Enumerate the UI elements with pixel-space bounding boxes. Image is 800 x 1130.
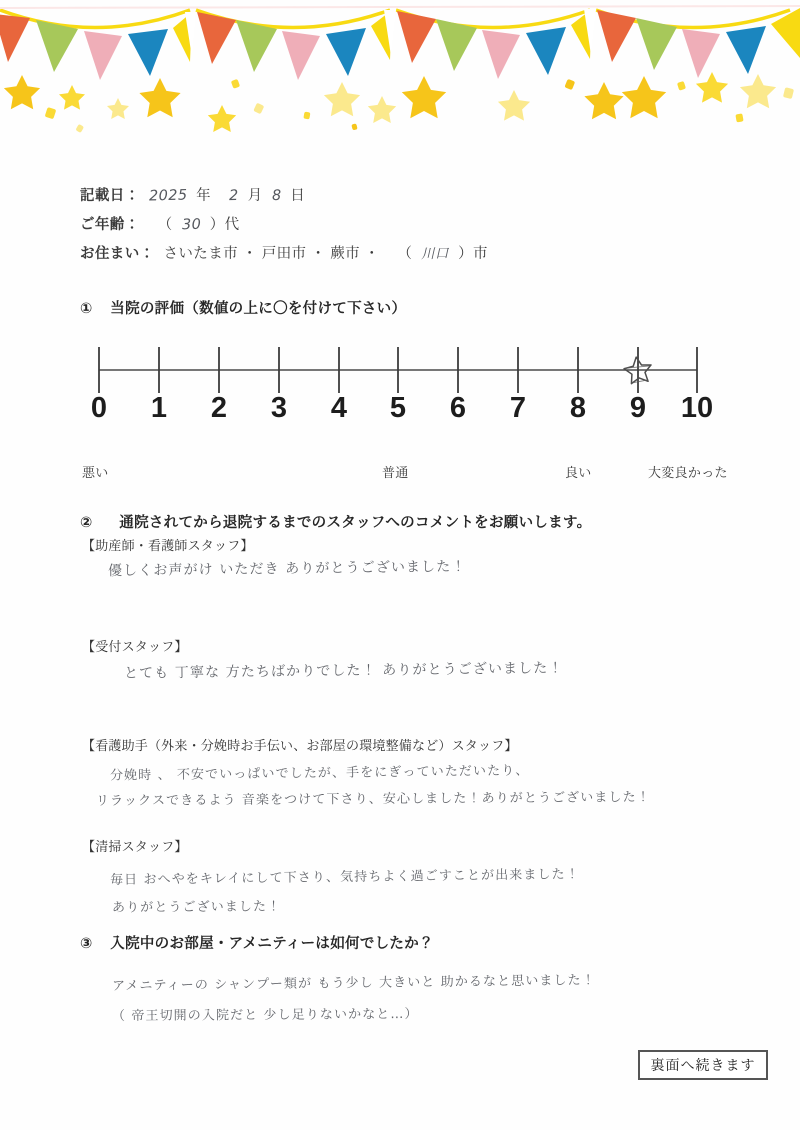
question-1-number: ① — [80, 301, 93, 317]
date-line — [80, 184, 720, 205]
date-label: 記載日： — [80, 188, 140, 204]
question-1-title: 当院の評価（数値の上に〇を付けて下さい） — [110, 301, 407, 317]
scale-number-9[interactable]: 9 — [629, 392, 647, 424]
answer-reception-line-1[interactable]: とても 丁寧な 方たちばかりでした！ ありがとうございました！ — [123, 660, 564, 682]
answer-midwife-line-1[interactable]: 優しくお声がけ いただき ありがとうございました！ — [107, 558, 467, 580]
staff-group-heading-midwife: 【助産師・看護師スタッフ】 — [82, 538, 254, 553]
address-line — [80, 242, 720, 263]
date-year-value[interactable]: 2025 — [148, 187, 188, 205]
answer-cleaning-line-1[interactable]: 毎日 おへやをキレイにして下さり、気持ちよく過ごすことが出来ました！ — [109, 867, 580, 888]
address-open-paren: （ — [397, 246, 413, 262]
staff-group-heading-reception: 【受付スタッフ】 — [82, 639, 188, 654]
scale-number-5[interactable]: 5 — [389, 392, 407, 424]
question-3-title: 入院中のお部屋・アメニティーは如何でしたか？ — [110, 936, 434, 952]
scale-number-10[interactable]: 10 — [680, 392, 714, 424]
date-month-value[interactable]: 2 — [228, 187, 239, 205]
banner-graphic — [0, 0, 800, 150]
answer-amenities-line-2[interactable]: （ 帝王切開の入院だと 少し足りないかなと…） — [111, 1006, 419, 1025]
scale-anchor-very-good: 大変良かった — [648, 465, 728, 480]
rating-scale[interactable] — [80, 340, 740, 440]
address-value[interactable]: 川口 — [421, 245, 450, 263]
decorative-banner — [0, 0, 800, 150]
address-label: お住まい： — [80, 246, 155, 262]
question-1-heading — [80, 297, 406, 318]
scale-anchor-good: 良い — [565, 465, 592, 480]
age-label: ご年齢： — [80, 217, 140, 233]
question-3-heading — [80, 932, 434, 953]
scale-number-4[interactable]: 4 — [330, 392, 348, 424]
scale-number-8[interactable]: 8 — [569, 392, 587, 424]
scale-number-2[interactable]: 2 — [210, 392, 228, 424]
address-options[interactable]: さいたま市 ・ 戸田市 ・ 蕨市 ・ — [163, 246, 380, 262]
date-day-value[interactable]: 8 — [271, 187, 282, 205]
answer-nursing-assistant-line-2[interactable]: リラックスできるよう 音楽をつけて下さり、安心しました！ありがとうございました！ — [95, 790, 651, 809]
scale-number-3[interactable]: 3 — [270, 392, 288, 424]
answer-cleaning-line-2[interactable]: ありがとうございました！ — [111, 899, 282, 916]
question-3-number: ③ — [80, 936, 93, 952]
age-value[interactable]: 30 — [181, 216, 201, 234]
continue-to-back-button[interactable]: 裏面へ続きます — [638, 1050, 768, 1080]
question-2-number: ② — [80, 515, 93, 531]
scale-number-1[interactable]: 1 — [150, 392, 168, 424]
year-unit: 年 — [196, 188, 212, 204]
answer-amenities-line-1[interactable]: アメニティーの シャンプー類が もう少し 大きいと 助かるなと思いました！ — [111, 973, 596, 994]
rating-scale-axis[interactable] — [80, 340, 740, 440]
address-close-paren: ）市 — [458, 246, 488, 262]
form-meta — [80, 184, 720, 271]
question-2-heading — [80, 511, 591, 532]
scale-number-7[interactable]: 7 — [509, 392, 527, 424]
scale-number-0[interactable]: 0 — [90, 392, 108, 424]
question-2-title: 通院されてから退院するまでのスタッフへのコメントをお願いします。 — [119, 515, 592, 531]
staff-group-heading-nursing-assistant: 【看護助手（外来・分娩時お手伝い、お部屋の環境整備など）スタッフ】 — [82, 738, 518, 753]
age-line — [80, 213, 720, 234]
age-close-paren: ）代 — [209, 217, 240, 233]
scale-anchor-normal: 普通 — [382, 465, 409, 480]
star-confetti — [4, 72, 794, 133]
scale-anchor-bad: 悪い — [82, 465, 109, 480]
day-unit: 日 — [290, 188, 306, 204]
age-open-paren: （ — [157, 217, 173, 233]
answer-nursing-assistant-line-1[interactable]: 分娩時 、 不安でいっぱいでしたが、手をにぎっていただいたり、 — [109, 763, 530, 784]
staff-group-heading-cleaning: 【清掃スタッフ】 — [82, 839, 188, 854]
scale-number-6[interactable]: 6 — [449, 392, 467, 424]
bunting-flags — [0, 8, 800, 80]
month-unit: 月 — [247, 188, 263, 204]
